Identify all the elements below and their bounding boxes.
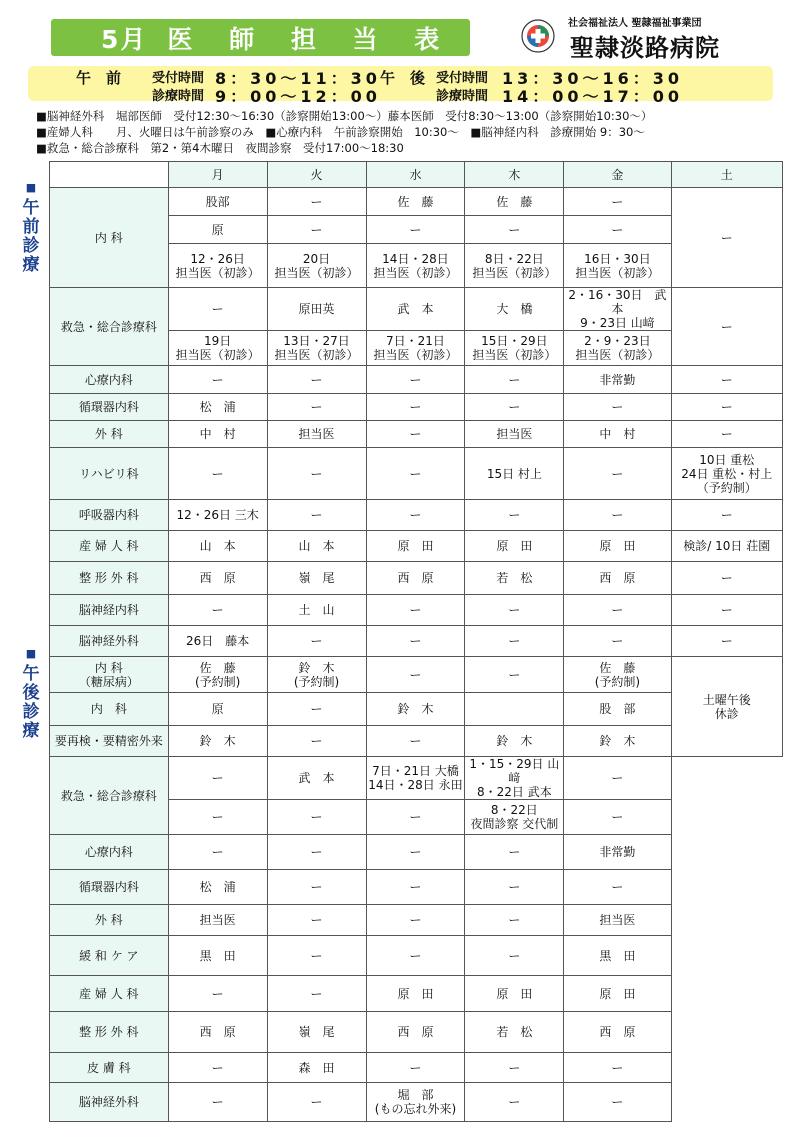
schedule-cell: ー (671, 394, 782, 421)
schedule-cell: ー (366, 216, 465, 244)
schedule-cell: 担当医 (564, 905, 671, 936)
schedule-cell: 佐 藤 (366, 188, 465, 216)
am-consult-time: 9：00〜12：00 (215, 87, 381, 106)
schedule-cell: ー (267, 693, 366, 726)
schedule-cell: ー (564, 870, 671, 905)
schedule-cell: ー (465, 394, 564, 421)
schedule-cell: 原田英 (267, 288, 366, 331)
schedule-cell: ー (366, 835, 465, 870)
dept-cell: 外 科 (50, 905, 169, 936)
pm-reception-time: 13：30〜16：30 (502, 69, 684, 88)
schedule-cell: 鈴 木 (366, 693, 465, 726)
schedule-cell: ー (267, 216, 366, 244)
schedule-cell: ー (465, 936, 564, 976)
schedule-cell: ー (671, 288, 782, 366)
hours-banner (28, 66, 773, 106)
dept-cell: 救急・総合診療科 (50, 757, 169, 835)
schedule-cell: 武 本 (366, 288, 465, 331)
schedule-cell: ー (671, 500, 782, 531)
schedule-cell: ー (465, 835, 564, 870)
pm-consult-time: 14：00〜17：00 (502, 87, 684, 106)
schedule-cell: 佐 藤 (予約制) (168, 657, 267, 693)
schedule-cell: ー (671, 595, 782, 626)
schedule-cell: 2・9・23日 担当医（初診） (564, 331, 671, 366)
dept-cell: 脳神経内科 (50, 595, 169, 626)
schedule-cell: 原 田 (366, 976, 465, 1012)
dept-cell: 心療内科 (50, 366, 169, 394)
schedule-cell: 原 田 (564, 976, 671, 1012)
notes (36, 108, 652, 156)
schedule-cell: ー (465, 1083, 564, 1122)
schedule-cell: ー (465, 216, 564, 244)
schedule-cell: 原 田 (366, 531, 465, 562)
schedule-cell: 鈴 木 (予約制) (267, 657, 366, 693)
hospital-logo-icon (521, 19, 555, 53)
schedule-cell: 8・22日 夜間診察 交代制 (465, 800, 564, 835)
schedule-cell: ー (564, 1053, 671, 1083)
schedule-cell (465, 693, 564, 726)
note-line: ■救急・総合診療科 第2・第4木曜日 夜間診察 受付17:00〜18:30 (36, 141, 404, 155)
schedule-cell: 山 本 (168, 531, 267, 562)
schedule-cell: ー (267, 870, 366, 905)
dept-cell: 脳神経外科 (50, 1083, 169, 1122)
schedule-cell: ー (168, 1083, 267, 1122)
pm-rows (50, 657, 783, 757)
pm-schedule-table (49, 656, 783, 1122)
note-line: ■脳神経外科 堀部医師 受付12:30〜16:30（診察開始13:00〜）藤本医師 受付8:30〜13:00（診察開始10:30〜） (36, 109, 653, 123)
dept-cell: 産 婦 人 科 (50, 976, 169, 1012)
schedule-cell: 堀 部 (もの忘れ外来) (366, 1083, 465, 1122)
schedule-cell: ー (465, 870, 564, 905)
schedule-cell: ー (564, 394, 671, 421)
schedule-cell: 原 田 (564, 531, 671, 562)
dept-cell: 脳神経外科 (50, 626, 169, 657)
title-banner (51, 19, 470, 56)
schedule-cell: ー (267, 366, 366, 394)
title-text: 医 師 担 当 表 (167, 24, 454, 54)
schedule-cell: 西 原 (168, 562, 267, 595)
schedule-cell: ー (671, 421, 782, 448)
schedule-cell: 1・15・29日 山﨑 8・22日 武本 (465, 757, 564, 800)
schedule-cell: ー (465, 657, 564, 693)
schedule-cell: 嶺 尾 (267, 562, 366, 595)
schedule-cell: ー (267, 976, 366, 1012)
schedule-cell: ー (564, 448, 671, 500)
dept-cell: 心療内科 (50, 835, 169, 870)
schedule-cell: ー (168, 288, 267, 331)
schedule-cell: ー (168, 976, 267, 1012)
schedule-cell: 14日・28日 担当医（初診） (366, 244, 465, 288)
schedule-cell: 19日 担当医（初診） (168, 331, 267, 366)
schedule-cell: ー (267, 626, 366, 657)
schedule-cell: 股部 (168, 188, 267, 216)
square-bullet-icon: ■ (25, 181, 37, 194)
note-line: ■産婦人科 月、火曜日は午前診察のみ ■心療内科 午前診察開始 10:30〜 ■脳神経内科 診療開始 9：30〜 (36, 125, 645, 139)
schedule-cell: ー (366, 421, 465, 448)
schedule-cell: ー (366, 626, 465, 657)
schedule-cell: 黒 田 (168, 936, 267, 976)
schedule-cell: ー (366, 1053, 465, 1083)
dept-cell: 呼吸器内科 (50, 500, 169, 531)
schedule-cell: 鈴 木 (465, 726, 564, 757)
schedule-cell: ー (564, 626, 671, 657)
schedule-cell: 7日・21日 大橋 14日・28日 永田 (366, 757, 465, 800)
schedule-cell: 森 田 (267, 1053, 366, 1083)
am-consult-label: 診療時間 (152, 89, 205, 104)
schedule-cell: ー (366, 726, 465, 757)
dept-cell: 整 形 外 科 (50, 562, 169, 595)
schedule-cell: 16日・30日 担当医（初診） (564, 244, 671, 288)
schedule-cell: 26日 藤本 (168, 626, 267, 657)
dept-cell: 緩 和 ケ ア (50, 936, 169, 976)
schedule-cell: 股 部 (564, 693, 671, 726)
schedule-cell: 中 村 (564, 421, 671, 448)
schedule-cell: 松 浦 (168, 394, 267, 421)
schedule-cell: ー (168, 448, 267, 500)
schedule-cell: 原 田 (465, 976, 564, 1012)
schedule-cell: 大 橋 (465, 288, 564, 331)
schedule-cell: ー (465, 366, 564, 394)
schedule-cell: ー (366, 595, 465, 626)
schedule-cell: ー (366, 870, 465, 905)
schedule-cell: ー (366, 448, 465, 500)
schedule-cell: 西 原 (366, 1012, 465, 1053)
am-rows (50, 366, 783, 657)
schedule-cell: 若 松 (465, 1012, 564, 1053)
schedule-cell: ー (564, 500, 671, 531)
corner-cell (50, 162, 169, 188)
dept-cell: 循環器内科 (50, 870, 169, 905)
schedule-cell: 松 浦 (168, 870, 267, 905)
schedule-cell: ー (267, 500, 366, 531)
schedule-cell: 土 山 (267, 595, 366, 626)
schedule-cell: ー (564, 800, 671, 835)
schedule-cell: ー (564, 216, 671, 244)
dept-cell: 内 科 （糖尿病） (50, 657, 169, 693)
schedule-cell: ー (564, 595, 671, 626)
schedule-cell: 15日・29日 担当医（初診） (465, 331, 564, 366)
dept-cell: 救急・総合診療科 (50, 288, 169, 366)
schedule-cell: 嶺 尾 (267, 1012, 366, 1053)
pm-reception-label: 受付時間 (436, 71, 489, 86)
schedule-cell: 担当医 (168, 905, 267, 936)
dept-cell: 皮 膚 科 (50, 1053, 169, 1083)
schedule-cell: ー (267, 905, 366, 936)
schedule-cell: 原 田 (465, 531, 564, 562)
schedule-cell: 原 (168, 693, 267, 726)
schedule-cell: 担当医 (267, 421, 366, 448)
schedule-cell: ー (168, 800, 267, 835)
schedule-cell: ー (564, 188, 671, 216)
dept-cell: 外 科 (50, 421, 169, 448)
schedule-cell: 担当医 (465, 421, 564, 448)
schedule-cell: 中 村 (168, 421, 267, 448)
schedule-cell: ー (168, 1053, 267, 1083)
schedule-cell: ー (168, 757, 267, 800)
schedule-cell: ー (465, 1053, 564, 1083)
schedule-cell: 8日・22日 担当医（初診） (465, 244, 564, 288)
schedule-cell: 西 原 (168, 1012, 267, 1053)
dept-cell: 循環器内科 (50, 394, 169, 421)
schedule-cell: ー (465, 595, 564, 626)
schedule-cell: ー (267, 188, 366, 216)
schedule-cell: ー (267, 1083, 366, 1122)
schedule-cell: ー (564, 757, 671, 800)
schedule-cell: 若 松 (465, 562, 564, 595)
saturday-closed-cell: 土曜午後 休診 (671, 657, 782, 757)
schedule-cell: ー (267, 726, 366, 757)
schedule-cell: ー (465, 500, 564, 531)
schedule-cell: 佐 藤 (予約制) (564, 657, 671, 693)
day-header: 月 (168, 162, 267, 188)
pm-consult-label: 診療時間 (436, 89, 489, 104)
schedule-cell: ー (366, 936, 465, 976)
schedule-cell: ー (366, 394, 465, 421)
schedule-cell: 12・26日 担当医（初診） (168, 244, 267, 288)
schedule-cell: 検診/ 10日 荘園 (671, 531, 782, 562)
am-section-label (21, 178, 41, 275)
am-section-text: 午 前 診 療 (22, 198, 40, 275)
schedule-cell: ー (671, 626, 782, 657)
dept-cell: 内 科 (50, 188, 169, 288)
schedule-cell: ー (465, 626, 564, 657)
pm-rows (50, 835, 783, 1122)
schedule-cell: ー (267, 800, 366, 835)
schedule-cell: ー (267, 835, 366, 870)
schedule-cell: 佐 藤 (465, 188, 564, 216)
schedule-cell: 武 本 (267, 757, 366, 800)
schedule-cell: 7日・21日 担当医（初診） (366, 331, 465, 366)
schedule-cell: ー (267, 394, 366, 421)
schedule-cell: 2・16・30日 武本 9・23日 山﨑 (564, 288, 671, 331)
schedule-cell: 13日・27日 担当医（初診） (267, 331, 366, 366)
schedule-cell: ー (267, 448, 366, 500)
schedule-cell: ー (366, 905, 465, 936)
schedule-cell: 山 本 (267, 531, 366, 562)
schedule-cell: ー (366, 366, 465, 394)
schedule-cell: ー (564, 1083, 671, 1122)
am-label: 午 前 (76, 69, 122, 87)
dept-cell: リハビリ科 (50, 448, 169, 500)
schedule-cell: 原 (168, 216, 267, 244)
schedule-cell: ー (168, 366, 267, 394)
schedule-cell: ー (366, 657, 465, 693)
schedule-cell: ー (366, 500, 465, 531)
dept-cell: 要再検・要精密外来 (50, 726, 169, 757)
schedule-cell: ー (366, 800, 465, 835)
am-reception-label: 受付時間 (152, 71, 205, 86)
schedule-cell: 12・26日 三木 (168, 500, 267, 531)
dept-cell: 内 科 (50, 693, 169, 726)
day-header: 土 (671, 162, 782, 188)
schedule-cell: ー (671, 562, 782, 595)
day-header: 水 (366, 162, 465, 188)
pm-section-label (21, 644, 41, 741)
schedule-cell: 西 原 (564, 1012, 671, 1053)
schedule-cell: ー (671, 366, 782, 394)
day-header: 火 (267, 162, 366, 188)
schedule-cell: 西 原 (564, 562, 671, 595)
title-month: 5月 (101, 24, 148, 54)
dept-cell: 整 形 外 科 (50, 1012, 169, 1053)
day-header: 木 (465, 162, 564, 188)
schedule-cell: 非常勤 (564, 366, 671, 394)
schedule-cell: 鈴 木 (168, 726, 267, 757)
schedule-cell: 非常勤 (564, 835, 671, 870)
schedule-cell: ー (671, 188, 782, 288)
org-name: 聖隷淡路病院 (570, 34, 720, 62)
schedule-cell: 15日 村上 (465, 448, 564, 500)
schedule-cell: 10日 重松 24日 重松・村上 （予約制） (671, 448, 782, 500)
day-header: 金 (564, 162, 671, 188)
pm-label: 午 後 (380, 69, 426, 87)
am-schedule-table (49, 161, 783, 657)
pm-section-text: 午 後 診 療 (22, 664, 40, 741)
schedule-cell: ー (168, 595, 267, 626)
schedule-cell: 西 原 (366, 562, 465, 595)
schedule-cell: 20日 担当医（初診） (267, 244, 366, 288)
schedule-cell: ー (267, 936, 366, 976)
square-bullet-icon: ■ (25, 647, 37, 660)
org-subtitle: 社会福祉法人 聖隷福祉事業団 (568, 18, 702, 29)
schedule-cell: 鈴 木 (564, 726, 671, 757)
schedule-cell: ー (465, 905, 564, 936)
schedule-cell: ー (168, 835, 267, 870)
schedule-cell: 黒 田 (564, 936, 671, 976)
am-reception-time: 8：30〜11：30 (215, 69, 381, 88)
dept-cell: 産 婦 人 科 (50, 531, 169, 562)
